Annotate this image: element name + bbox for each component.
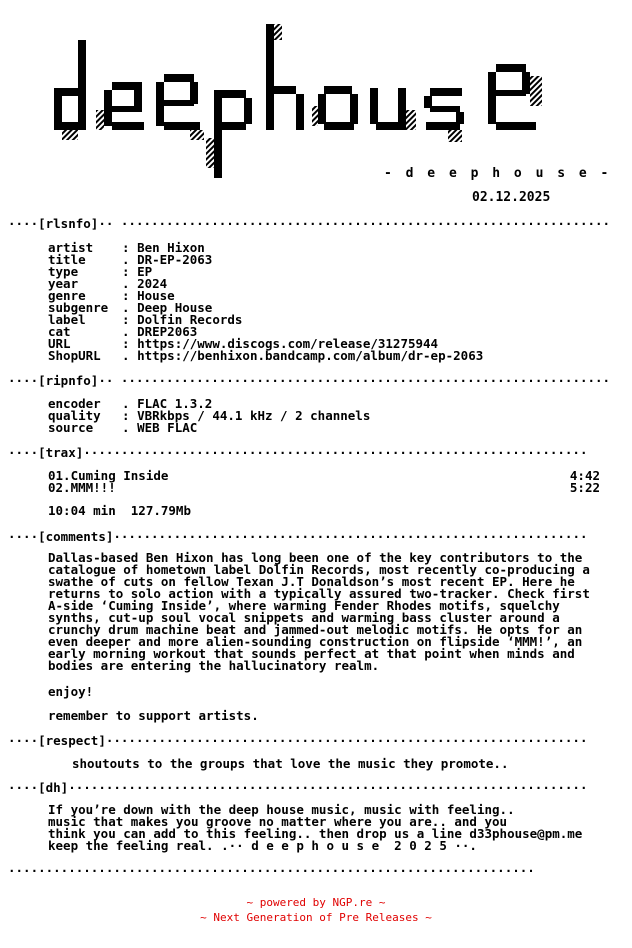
release-info-separator: : bbox=[122, 240, 130, 255]
rip-info-key: quality bbox=[48, 408, 101, 423]
section-divider-rlsnfo: ····[rlsnfo]·· ································································· bbox=[8, 216, 611, 231]
release-info-value[interactable]: https://www.discogs.com/release/31275944 bbox=[137, 336, 439, 351]
track-title: 01.Cuming Inside bbox=[48, 468, 169, 483]
release-info-value: Ben Hixon bbox=[137, 240, 205, 255]
rip-info-value: VBRkbps / 44.1 kHz / 2 channels bbox=[137, 408, 371, 423]
rip-info-value: WEB FLAC bbox=[137, 420, 198, 435]
release-date: 02.12.2025 bbox=[472, 190, 551, 205]
release-info-value: DR-EP-2063 bbox=[137, 252, 213, 267]
release-info-separator: . bbox=[122, 300, 130, 315]
release-info-separator: . bbox=[122, 252, 130, 267]
comments-body: Dallas-based Ben Hixon has long been one of the key contributors to the catalogue of hometown label Dolfin Records, most recently co-producing a swathe of cuts on fellow Texan J.T Donaldson’s most recent EP. Here he returns to solo action with a typically assured two-tracker. Check first A-side ‘Cuming Inside’, where warming Fender Rhodes motifs, squelchy synths, cut-up soul vocal snippets and warming bass cluster around a crunchy drum machine beat and jammed-out melodic motifs. He opts for an even deeper and more alien-sounding construction on flipside ‘MMM!’, an early morning workout that sounds perfect at that point when minds and bodies are entering the hallucinatory realm. bbox=[48, 550, 590, 673]
footer-tagline: ~ Next Generation of Pre Releases ~ bbox=[200, 911, 432, 924]
section-divider-dh: ····[dh]····································································· bbox=[8, 780, 588, 795]
comments-remember: remember to support artists. bbox=[48, 708, 259, 723]
comments-enjoy: enjoy! bbox=[48, 684, 94, 699]
release-info-separator: . bbox=[122, 324, 130, 339]
rip-info-key: source bbox=[48, 420, 94, 435]
release-info-key: year bbox=[48, 276, 79, 291]
rip-info-separator: . bbox=[122, 396, 130, 411]
section-divider-trax: ····[trax]··································································· bbox=[8, 445, 588, 460]
closing-divider: ······································································ bbox=[8, 863, 535, 878]
rip-info-row bbox=[48, 420, 197, 435]
section-divider-ripnfo: ····[ripnfo]·· ································································· bbox=[8, 373, 611, 388]
section-title-respect: [respect] bbox=[38, 733, 106, 748]
release-info-value: House bbox=[137, 288, 175, 303]
section-title-dh: [dh] bbox=[38, 780, 69, 795]
release-info-value: DREP2063 bbox=[137, 324, 198, 339]
section-title-ripnfo: [ripnfo] bbox=[38, 373, 99, 388]
release-info-key: title bbox=[48, 252, 86, 267]
footer-powered-by: ~ powered by NGP.re ~ bbox=[246, 896, 386, 909]
release-info-value: EP bbox=[137, 264, 153, 279]
release-info-key: label bbox=[48, 312, 86, 327]
section-divider-respect: ····[respect]································································ bbox=[8, 733, 588, 748]
release-info-value[interactable]: https://benhixon.bandcamp.com/album/dr-ep-2063 bbox=[137, 348, 484, 363]
track-length: 4:42 bbox=[569, 468, 600, 483]
release-info-separator: : bbox=[122, 264, 130, 279]
release-info-separator: : bbox=[122, 288, 130, 303]
release-info-separator: : bbox=[122, 336, 130, 351]
release-info-separator: . bbox=[122, 348, 130, 363]
rip-info-separator: . bbox=[122, 420, 130, 435]
track-row bbox=[48, 480, 600, 495]
track-length: 5:22 bbox=[569, 480, 600, 495]
totals: 10:04 min 127.79Mb bbox=[48, 503, 191, 518]
respect-text: shoutouts to the groups that love the music they promote.. bbox=[72, 756, 509, 771]
deephouse-logo bbox=[52, 18, 577, 183]
release-info-value: Dolfin Records bbox=[137, 312, 243, 327]
rip-info-separator: : bbox=[122, 408, 130, 423]
release-info-key: genre bbox=[48, 288, 86, 303]
rip-info-value: FLAC 1.3.2 bbox=[137, 396, 213, 411]
release-info-key: artist bbox=[48, 240, 94, 255]
dh-text: If you’re down with the deep house music, music with feeling.. music that makes you groove no matter where you are.. and you think you can add to this feeling.. then drop us a line d33phouse@pm.me keep the feeling real. .·· d e e p h o u s e 2 0 2 5 ··. bbox=[48, 802, 583, 853]
rip-info-key: encoder bbox=[48, 396, 101, 411]
release-info-key: ShopURL bbox=[48, 348, 101, 363]
release-info-key: URL bbox=[48, 336, 71, 351]
release-info-key: type bbox=[48, 264, 79, 279]
release-info-key: subgenre bbox=[48, 300, 109, 315]
release-info-key: cat bbox=[48, 324, 71, 339]
track-title: 02.MMM!!! bbox=[48, 480, 116, 495]
release-info-separator: : bbox=[122, 312, 130, 327]
section-title-comments: [comments] bbox=[38, 529, 114, 544]
release-info-row bbox=[48, 348, 483, 363]
section-divider-comments: ····[comments]······························································· bbox=[8, 529, 588, 544]
release-info-value: 2024 bbox=[137, 276, 168, 291]
section-title-rlsnfo: [rlsnfo] bbox=[38, 216, 99, 231]
section-title-trax: [trax] bbox=[38, 445, 84, 460]
release-info-value: Deep House bbox=[137, 300, 213, 315]
logo-subtitle: - d e e p h o u s e - bbox=[384, 166, 612, 181]
release-info-separator: . bbox=[122, 276, 130, 291]
